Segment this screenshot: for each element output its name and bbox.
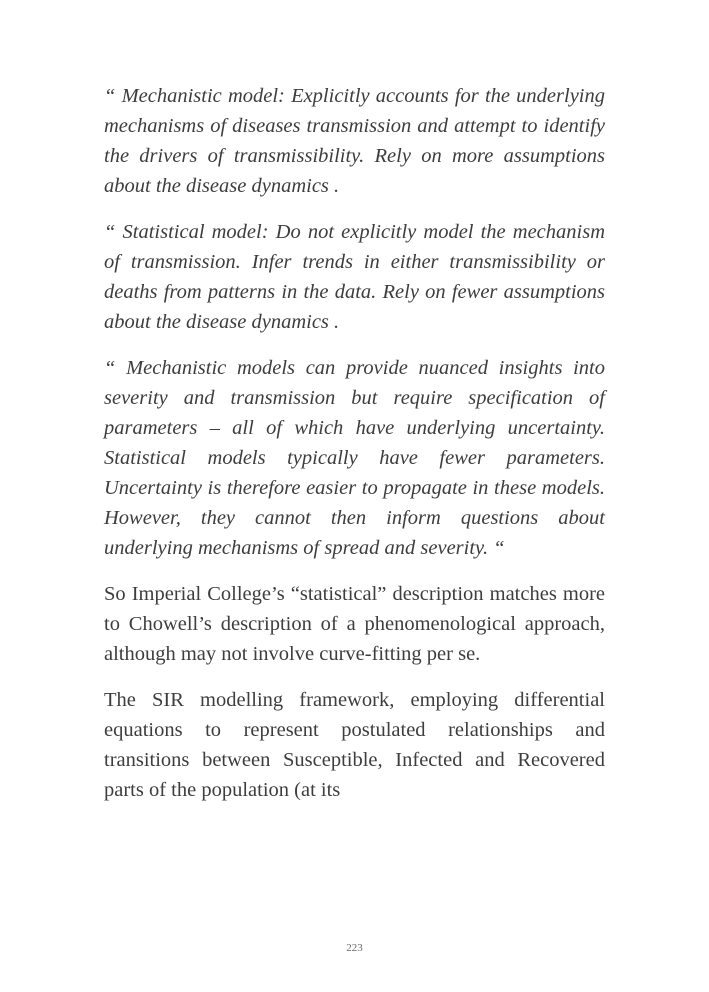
paragraph-imperial-college: So Imperial College’s “statistical” description matches more to Chowell’s description of a phenomenological approach, although may not involve curve-fitting per se. [104,583,605,665]
quote-mechanistic-model: “ Mechanistic model: Explicitly accounts for the underlying mechanisms of diseases transmission and attempt to identify the drivers of transmissibility. Rely on more assumptions about the disease dynamics . [104,85,605,197]
document-page [104,81,605,821]
paragraph-sir-framework: The SIR modelling framework, employing differential equations to represent postulated relationships and transitions between Susceptible, Infected and Recovered parts of the population (at its [104,689,605,801]
page-number: 223 [346,942,363,954]
quote-statistical-model: “ Statistical model: Do not explicitly model the mechanism of transmission. Infer trends in either transmissibility or deaths from patterns in the data. Rely on fewer assumptions about the disease dynamics . [104,221,605,333]
quote-model-comparison: “ Mechanistic models can provide nuanced insights into severity and transmission but require specification of parameters – all of which have underlying uncertainty. Statistical models typically have fewer parameters. Uncertainty is therefore easier to propagate in these models. However, they cannot then inform questions about underlying mechanisms of spread and severity. “ [104,357,605,559]
